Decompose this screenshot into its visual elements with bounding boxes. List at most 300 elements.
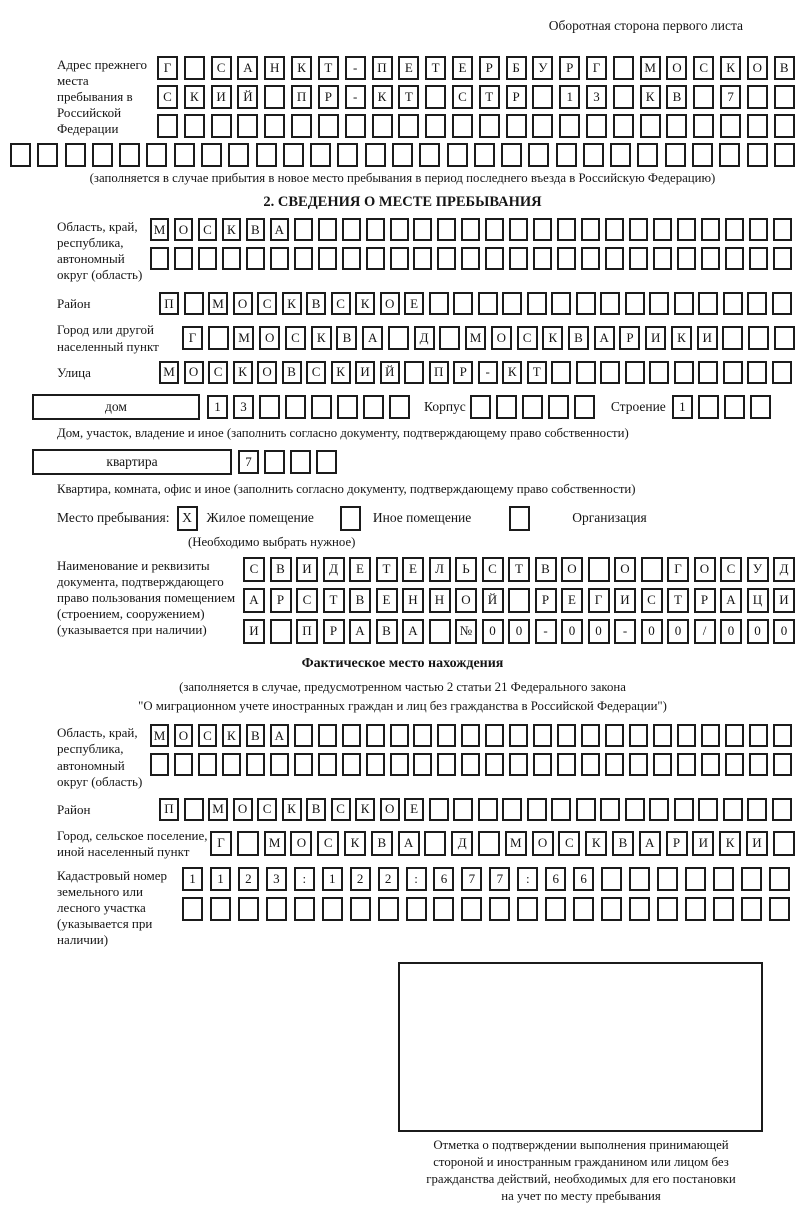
char-cell[interactable]: 7: [461, 867, 482, 891]
char-cell[interactable]: [119, 143, 140, 167]
char-cell[interactable]: Н: [429, 588, 451, 613]
char-cell[interactable]: [237, 831, 259, 856]
char-cell[interactable]: [461, 753, 480, 776]
char-cell[interactable]: О: [532, 831, 554, 856]
char-cell[interactable]: [586, 114, 607, 138]
char-cell[interactable]: С: [211, 56, 232, 80]
char-cell[interactable]: К: [331, 361, 351, 384]
char-cell[interactable]: С: [157, 85, 178, 109]
char-cell[interactable]: К: [282, 292, 302, 315]
char-cell[interactable]: [322, 897, 343, 921]
char-cell[interactable]: [625, 361, 645, 384]
char-cell[interactable]: Е: [452, 56, 473, 80]
char-cell[interactable]: [747, 361, 767, 384]
char-cell[interactable]: К: [502, 361, 522, 384]
char-cell[interactable]: Р: [270, 588, 292, 613]
char-cell[interactable]: [581, 247, 600, 270]
char-cell[interactable]: [390, 753, 409, 776]
char-cell[interactable]: 0: [482, 619, 504, 644]
char-cell[interactable]: [713, 867, 734, 891]
char-cell[interactable]: 2: [238, 867, 259, 891]
char-cell[interactable]: [653, 753, 672, 776]
char-cell[interactable]: :: [406, 867, 427, 891]
char-cell[interactable]: [365, 143, 386, 167]
char-cell[interactable]: [773, 753, 792, 776]
char-cell[interactable]: [270, 619, 292, 644]
char-cell[interactable]: [285, 395, 306, 419]
char-cell[interactable]: И: [773, 588, 795, 613]
char-cell[interactable]: [461, 897, 482, 921]
char-cell[interactable]: С: [331, 798, 351, 821]
char-cell[interactable]: [722, 326, 743, 350]
char-cell[interactable]: [725, 724, 744, 747]
char-cell[interactable]: [748, 326, 769, 350]
char-cell[interactable]: [551, 361, 571, 384]
char-cell[interactable]: [725, 247, 744, 270]
char-cell[interactable]: И: [645, 326, 666, 350]
char-cell[interactable]: [413, 247, 432, 270]
char-cell[interactable]: Р: [559, 56, 580, 80]
char-cell[interactable]: -: [345, 56, 366, 80]
char-cell[interactable]: И: [746, 831, 768, 856]
char-cell[interactable]: В: [246, 724, 265, 747]
char-cell[interactable]: [342, 247, 361, 270]
char-cell[interactable]: 1: [210, 867, 231, 891]
char-cell[interactable]: Г: [588, 588, 610, 613]
char-cell[interactable]: К: [542, 326, 563, 350]
char-cell[interactable]: У: [747, 557, 769, 582]
char-cell[interactable]: [10, 143, 31, 167]
char-cell[interactable]: В: [612, 831, 634, 856]
char-cell[interactable]: [316, 450, 337, 474]
char-cell[interactable]: И: [614, 588, 636, 613]
char-cell[interactable]: [478, 831, 500, 856]
char-cell[interactable]: [674, 798, 694, 821]
char-cell[interactable]: [184, 798, 204, 821]
char-cell[interactable]: [294, 218, 313, 241]
char-cell[interactable]: Т: [527, 361, 547, 384]
char-cell[interactable]: А: [243, 588, 265, 613]
char-cell[interactable]: [605, 724, 624, 747]
char-cell[interactable]: [677, 724, 696, 747]
char-cell[interactable]: [366, 218, 385, 241]
char-cell[interactable]: [649, 292, 669, 315]
char-cell[interactable]: [692, 143, 713, 167]
char-cell[interactable]: -: [535, 619, 557, 644]
char-cell[interactable]: С: [257, 798, 277, 821]
char-cell[interactable]: Г: [157, 56, 178, 80]
char-cell[interactable]: [502, 292, 522, 315]
char-cell[interactable]: 0: [773, 619, 795, 644]
char-cell[interactable]: Е: [402, 557, 424, 582]
char-cell[interactable]: [174, 247, 193, 270]
char-cell[interactable]: В: [270, 557, 292, 582]
char-cell[interactable]: С: [198, 218, 217, 241]
char-cell[interactable]: 0: [508, 619, 530, 644]
char-cell[interactable]: [701, 247, 720, 270]
char-cell[interactable]: В: [774, 56, 795, 80]
char-cell[interactable]: [392, 143, 413, 167]
char-cell[interactable]: 0: [720, 619, 742, 644]
char-cell[interactable]: Л: [429, 557, 451, 582]
char-cell[interactable]: М: [264, 831, 286, 856]
char-cell[interactable]: -: [614, 619, 636, 644]
char-cell[interactable]: [429, 619, 451, 644]
char-cell[interactable]: [264, 114, 285, 138]
char-cell[interactable]: Е: [404, 798, 424, 821]
char-cell[interactable]: [406, 897, 427, 921]
char-cell[interactable]: И: [697, 326, 718, 350]
char-cell[interactable]: [750, 395, 771, 419]
char-cell[interactable]: О: [694, 557, 716, 582]
char-cell[interactable]: [557, 724, 576, 747]
char-cell[interactable]: [283, 143, 304, 167]
char-cell[interactable]: №: [455, 619, 477, 644]
char-cell[interactable]: 3: [233, 395, 254, 419]
char-cell[interactable]: [425, 85, 446, 109]
char-cell[interactable]: В: [282, 361, 302, 384]
char-cell[interactable]: [398, 114, 419, 138]
char-cell[interactable]: [264, 450, 285, 474]
char-cell[interactable]: [625, 798, 645, 821]
char-cell[interactable]: 6: [545, 867, 566, 891]
char-cell[interactable]: [685, 897, 706, 921]
char-cell[interactable]: [461, 218, 480, 241]
char-cell[interactable]: А: [237, 56, 258, 80]
char-cell[interactable]: С: [558, 831, 580, 856]
char-cell[interactable]: [741, 867, 762, 891]
char-cell[interactable]: [452, 114, 473, 138]
char-cell[interactable]: [772, 361, 792, 384]
char-cell[interactable]: О: [290, 831, 312, 856]
char-cell[interactable]: И: [243, 619, 265, 644]
char-cell[interactable]: Й: [482, 588, 504, 613]
char-cell[interactable]: [198, 247, 217, 270]
char-cell[interactable]: [437, 247, 456, 270]
char-cell[interactable]: Т: [323, 588, 345, 613]
char-cell[interactable]: С: [198, 724, 217, 747]
char-cell[interactable]: [238, 897, 259, 921]
char-cell[interactable]: [479, 114, 500, 138]
char-cell[interactable]: Д: [451, 831, 473, 856]
char-cell[interactable]: [318, 724, 337, 747]
char-cell[interactable]: [674, 292, 694, 315]
char-cell[interactable]: Т: [376, 557, 398, 582]
char-cell[interactable]: [772, 798, 792, 821]
char-cell[interactable]: [157, 114, 178, 138]
char-cell[interactable]: [576, 798, 596, 821]
char-cell[interactable]: [605, 753, 624, 776]
char-cell[interactable]: [453, 292, 473, 315]
char-cell[interactable]: [150, 753, 169, 776]
char-cell[interactable]: О: [747, 56, 768, 80]
char-cell[interactable]: [741, 897, 762, 921]
char-cell[interactable]: О: [491, 326, 512, 350]
char-cell[interactable]: [723, 798, 743, 821]
char-cell[interactable]: [363, 395, 384, 419]
char-cell[interactable]: [747, 143, 768, 167]
char-cell[interactable]: [773, 831, 795, 856]
char-cell[interactable]: [527, 292, 547, 315]
char-cell[interactable]: [182, 897, 203, 921]
char-cell[interactable]: [342, 753, 361, 776]
char-cell[interactable]: 3: [266, 867, 287, 891]
char-cell[interactable]: В: [371, 831, 393, 856]
char-cell[interactable]: Р: [694, 588, 716, 613]
char-cell[interactable]: О: [174, 724, 193, 747]
char-cell[interactable]: [256, 143, 277, 167]
char-cell[interactable]: Е: [561, 588, 583, 613]
char-cell[interactable]: [557, 247, 576, 270]
char-cell[interactable]: [439, 326, 460, 350]
char-cell[interactable]: [509, 247, 528, 270]
char-cell[interactable]: Р: [666, 831, 688, 856]
char-cell[interactable]: М: [233, 326, 254, 350]
char-cell[interactable]: М: [208, 798, 228, 821]
char-cell[interactable]: Т: [667, 588, 689, 613]
char-cell[interactable]: [237, 114, 258, 138]
char-cell[interactable]: [629, 218, 648, 241]
char-cell[interactable]: [424, 831, 446, 856]
char-cell[interactable]: [600, 292, 620, 315]
char-cell[interactable]: О: [380, 292, 400, 315]
char-cell[interactable]: [588, 557, 610, 582]
char-cell[interactable]: В: [349, 588, 371, 613]
char-cell[interactable]: [372, 114, 393, 138]
char-cell[interactable]: [429, 292, 449, 315]
char-cell[interactable]: [222, 247, 241, 270]
char-cell[interactable]: [378, 897, 399, 921]
char-cell[interactable]: [37, 143, 58, 167]
char-cell[interactable]: [720, 114, 741, 138]
char-cell[interactable]: К: [184, 85, 205, 109]
char-cell[interactable]: [174, 143, 195, 167]
char-cell[interactable]: /: [694, 619, 716, 644]
char-cell[interactable]: [337, 395, 358, 419]
char-cell[interactable]: С: [517, 326, 538, 350]
char-cell[interactable]: 2: [350, 867, 371, 891]
char-cell[interactable]: А: [349, 619, 371, 644]
char-cell[interactable]: Г: [210, 831, 232, 856]
char-cell[interactable]: [489, 897, 510, 921]
char-cell[interactable]: [527, 798, 547, 821]
char-cell[interactable]: Е: [404, 292, 424, 315]
char-cell[interactable]: [600, 798, 620, 821]
char-cell[interactable]: В: [306, 798, 326, 821]
char-cell[interactable]: К: [372, 85, 393, 109]
char-cell[interactable]: X: [177, 506, 198, 531]
char-cell[interactable]: [522, 395, 543, 419]
char-cell[interactable]: 0: [667, 619, 689, 644]
char-cell[interactable]: [350, 897, 371, 921]
char-cell[interactable]: Т: [318, 56, 339, 80]
char-cell[interactable]: [557, 218, 576, 241]
char-cell[interactable]: [625, 292, 645, 315]
char-cell[interactable]: К: [719, 831, 741, 856]
char-cell[interactable]: [747, 798, 767, 821]
char-cell[interactable]: [573, 897, 594, 921]
char-cell[interactable]: К: [311, 326, 332, 350]
char-cell[interactable]: [637, 143, 658, 167]
char-cell[interactable]: Г: [667, 557, 689, 582]
char-cell[interactable]: [605, 247, 624, 270]
char-cell[interactable]: М: [159, 361, 179, 384]
char-cell[interactable]: [509, 218, 528, 241]
char-cell[interactable]: 6: [573, 867, 594, 891]
char-cell[interactable]: [228, 143, 249, 167]
char-cell[interactable]: С: [317, 831, 339, 856]
char-cell[interactable]: [425, 114, 446, 138]
char-cell[interactable]: П: [159, 292, 179, 315]
char-cell[interactable]: И: [692, 831, 714, 856]
char-cell[interactable]: [474, 143, 495, 167]
char-cell[interactable]: [222, 753, 241, 776]
char-cell[interactable]: [698, 395, 719, 419]
char-cell[interactable]: Р: [535, 588, 557, 613]
char-cell[interactable]: В: [336, 326, 357, 350]
char-cell[interactable]: [674, 361, 694, 384]
char-cell[interactable]: [723, 292, 743, 315]
char-cell[interactable]: [749, 724, 768, 747]
char-cell[interactable]: Т: [398, 85, 419, 109]
char-cell[interactable]: [629, 753, 648, 776]
char-cell[interactable]: Р: [506, 85, 527, 109]
char-cell[interactable]: [724, 395, 745, 419]
char-cell[interactable]: А: [270, 724, 289, 747]
char-cell[interactable]: [485, 724, 504, 747]
char-cell[interactable]: [501, 143, 522, 167]
char-cell[interactable]: [576, 292, 596, 315]
char-cell[interactable]: [747, 114, 768, 138]
char-cell[interactable]: 1: [182, 867, 203, 891]
char-cell[interactable]: [774, 114, 795, 138]
char-cell[interactable]: [629, 897, 650, 921]
char-cell[interactable]: [677, 753, 696, 776]
char-cell[interactable]: [453, 798, 473, 821]
char-cell[interactable]: [485, 247, 504, 270]
char-cell[interactable]: И: [211, 85, 232, 109]
char-cell[interactable]: [264, 85, 285, 109]
char-cell[interactable]: [429, 798, 449, 821]
char-cell[interactable]: [698, 798, 718, 821]
char-cell[interactable]: [437, 218, 456, 241]
char-cell[interactable]: Т: [479, 85, 500, 109]
char-cell[interactable]: [773, 247, 792, 270]
char-cell[interactable]: С: [641, 588, 663, 613]
char-cell[interactable]: К: [355, 798, 375, 821]
char-cell[interactable]: Ь: [455, 557, 477, 582]
char-cell[interactable]: [470, 395, 491, 419]
char-cell[interactable]: Г: [182, 326, 203, 350]
char-cell[interactable]: [294, 753, 313, 776]
char-cell[interactable]: [310, 143, 331, 167]
char-cell[interactable]: А: [594, 326, 615, 350]
char-cell[interactable]: А: [398, 831, 420, 856]
char-cell[interactable]: [685, 867, 706, 891]
char-cell[interactable]: К: [720, 56, 741, 80]
char-cell[interactable]: С: [243, 557, 265, 582]
char-cell[interactable]: О: [455, 588, 477, 613]
char-cell[interactable]: Д: [414, 326, 435, 350]
char-cell[interactable]: [291, 114, 312, 138]
char-cell[interactable]: О: [561, 557, 583, 582]
char-cell[interactable]: [629, 867, 650, 891]
char-cell[interactable]: [653, 724, 672, 747]
char-cell[interactable]: С: [693, 56, 714, 80]
char-cell[interactable]: -: [345, 85, 366, 109]
char-cell[interactable]: [461, 724, 480, 747]
char-cell[interactable]: [478, 292, 498, 315]
char-cell[interactable]: [318, 114, 339, 138]
char-cell[interactable]: К: [282, 798, 302, 821]
char-cell[interactable]: М: [208, 292, 228, 315]
char-cell[interactable]: [366, 753, 385, 776]
char-cell[interactable]: Р: [619, 326, 640, 350]
char-cell[interactable]: [545, 897, 566, 921]
char-cell[interactable]: Н: [402, 588, 424, 613]
char-cell[interactable]: [366, 247, 385, 270]
char-cell[interactable]: С: [331, 292, 351, 315]
char-cell[interactable]: С: [285, 326, 306, 350]
char-cell[interactable]: [725, 218, 744, 241]
char-cell[interactable]: С: [452, 85, 473, 109]
char-cell[interactable]: А: [720, 588, 742, 613]
char-cell[interactable]: [208, 326, 229, 350]
char-cell[interactable]: К: [291, 56, 312, 80]
char-cell[interactable]: [509, 753, 528, 776]
char-cell[interactable]: [461, 247, 480, 270]
char-cell[interactable]: М: [640, 56, 661, 80]
char-cell[interactable]: [506, 114, 527, 138]
char-cell[interactable]: -: [478, 361, 498, 384]
char-cell[interactable]: 1: [672, 395, 693, 419]
char-cell[interactable]: [666, 114, 687, 138]
char-cell[interactable]: [559, 114, 580, 138]
char-cell[interactable]: О: [259, 326, 280, 350]
char-cell[interactable]: [749, 753, 768, 776]
char-cell[interactable]: К: [671, 326, 692, 350]
char-cell[interactable]: П: [291, 85, 312, 109]
char-cell[interactable]: О: [174, 218, 193, 241]
char-cell[interactable]: [419, 143, 440, 167]
char-cell[interactable]: [150, 247, 169, 270]
char-cell[interactable]: [210, 897, 231, 921]
char-cell[interactable]: [433, 897, 454, 921]
char-cell[interactable]: Г: [586, 56, 607, 80]
char-cell[interactable]: [337, 143, 358, 167]
char-cell[interactable]: П: [372, 56, 393, 80]
char-cell[interactable]: В: [246, 218, 265, 241]
char-cell[interactable]: [390, 724, 409, 747]
char-cell[interactable]: [146, 143, 167, 167]
char-cell[interactable]: С: [208, 361, 228, 384]
char-cell[interactable]: 1: [559, 85, 580, 109]
char-cell[interactable]: [532, 85, 553, 109]
char-cell[interactable]: [184, 292, 204, 315]
char-cell[interactable]: [629, 247, 648, 270]
char-cell[interactable]: [749, 218, 768, 241]
char-cell[interactable]: О: [666, 56, 687, 80]
char-cell[interactable]: В: [535, 557, 557, 582]
char-cell[interactable]: [437, 753, 456, 776]
char-cell[interactable]: [610, 143, 631, 167]
char-cell[interactable]: [294, 897, 315, 921]
char-cell[interactable]: [701, 724, 720, 747]
char-cell[interactable]: [677, 247, 696, 270]
char-cell[interactable]: [698, 292, 718, 315]
char-cell[interactable]: А: [402, 619, 424, 644]
char-cell[interactable]: 0: [561, 619, 583, 644]
